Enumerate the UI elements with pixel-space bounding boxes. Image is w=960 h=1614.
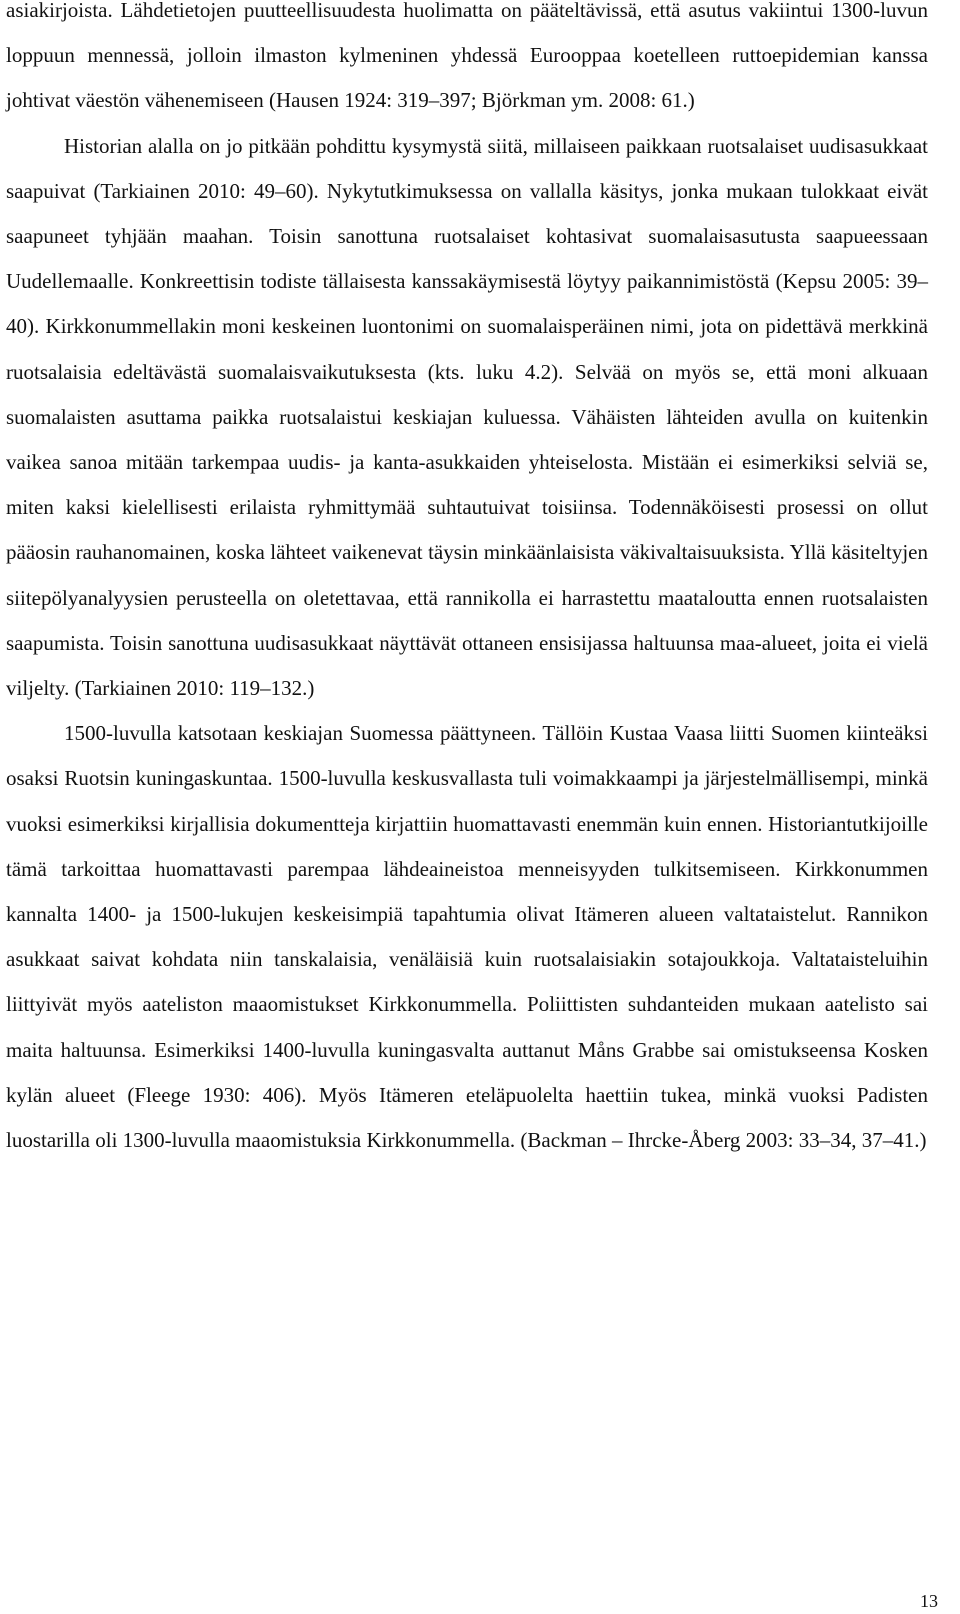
document-body (6, 0, 928, 1163)
paragraph-historian-views: Historian alalla on jo pitkään pohdittu kysymystä siitä, millaiseen paikkaan ruotsalaiset uudisasukkaat saapuivat (Tarkiainen 2010: 49–60). Nykytutkimuksessa on vallalla käsitys, jonka mukaan tulokkaat eivät saapuneet tyhjään maahan. Toisin sanottuna ruotsalaiset kohtasivat suomalaisasutusta saapueessaan Uudellemaalle. Konkreettisin todiste tällaisesta kanssakäymisestä löytyy paikannimistöstä (Kepsu 2005: 39–40). Kirkkonummellakin moni keskeinen luontonimi on suomalaisperäinen nimi, jota on pidettävä merkkinä ruotsalaisia edeltävästä suomalaisvaikutuksesta (kts. luku 4.2). Selvää on myös se, että moni alkuaan suomalaisten asuttama paikka ruotsalaistui keskiajan kuluessa. Vähäisten lähteiden avulla on kuitenkin vaikea sanoa mitään tarkempaa uudis- ja kanta-asukkaiden yhteiselosta. Mistään ei esimerkiksi selviä se, miten kaksi kielellisesti erilaista ryhmittymää suhtautuivat toisiinsa. Todennäköisesti prosessi on ollut pääosin rauhanomainen, koska lähteet vaikenevat täysin minkäänlaisista väkivaltaisuuksista. Yllä käsiteltyjen siitepölyanalyysien perusteella on oletettavaa, että rannikolla ei harrastettu maataloutta ennen ruotsalaisten saapumista. Toisin sanottuna uudisasukkaat näyttävät ottaneen ensisijassa haltuunsa maa-alueet, joita ei vielä viljelty. (Tarkiainen 2010: 119–132.) (6, 133, 928, 701)
page-number: 13 (920, 1591, 938, 1611)
paragraph-continuation: asiakirjoista. Lähdetietojen puutteellisuudesta huolimatta on pääteltävissä, että asutus vakiintui 1300-luvun loppuun mennessä, jolloin ilmaston kylmeninen yhdessä Eurooppaa koetelleen ruttoepidemian kanssa johtivat väestön vähenemiseen (Hausen 1924: 319–397; Björkman ym. 2008: 61.) (6, 0, 928, 113)
paragraph-1500s: 1500-luvulla katsotaan keskiajan Suomessa päättyneen. Tällöin Kustaa Vaasa liitti Suomen kiinteäksi osaksi Ruotsin kuningaskuntaa. 1500-luvulla keskusvallasta tuli voimakkaampi ja järjestelmällisempi, minkä vuoksi esimerkiksi kirjallisia dokumentteja kirjattiin huomattavasti enemmän kuin ennen. Historiantutkijoille tämä tarkoittaa huomattavasti parempaa lähdeaineistoa menneisyyden tulkitsemiseen. Kirkkonummen kannalta 1400- ja 1500-lukujen keskeisimpiä tapahtumia olivat Itämeren alueen valtataistelut. Rannikon asukkaat saivat kohdata niin tanskalaisia, venäläisiä kuin ruotsalaisiakin sotajoukkoja. Valtataisteluihin liittyivät myös aateliston maaomistukset Kirkkonummella. Poliittisten suhdanteiden mukaan aatelisto sai maita haltuunsa. Esimerkiksi 1400-luvulla kuningasvalta auttanut Måns Grabbe sai omistukseensa Kosken kylän alueet (Fleege 1930: 406). Myös Itämeren eteläpuolelta haettiin tukea, minkä vuoksi Padisten luostarilla oli 1300-luvulla maaomistuksia Kirkkonummella. (Backman – Ihrcke-Åberg 2003: 33–34, 37–41.) (6, 721, 928, 1153)
